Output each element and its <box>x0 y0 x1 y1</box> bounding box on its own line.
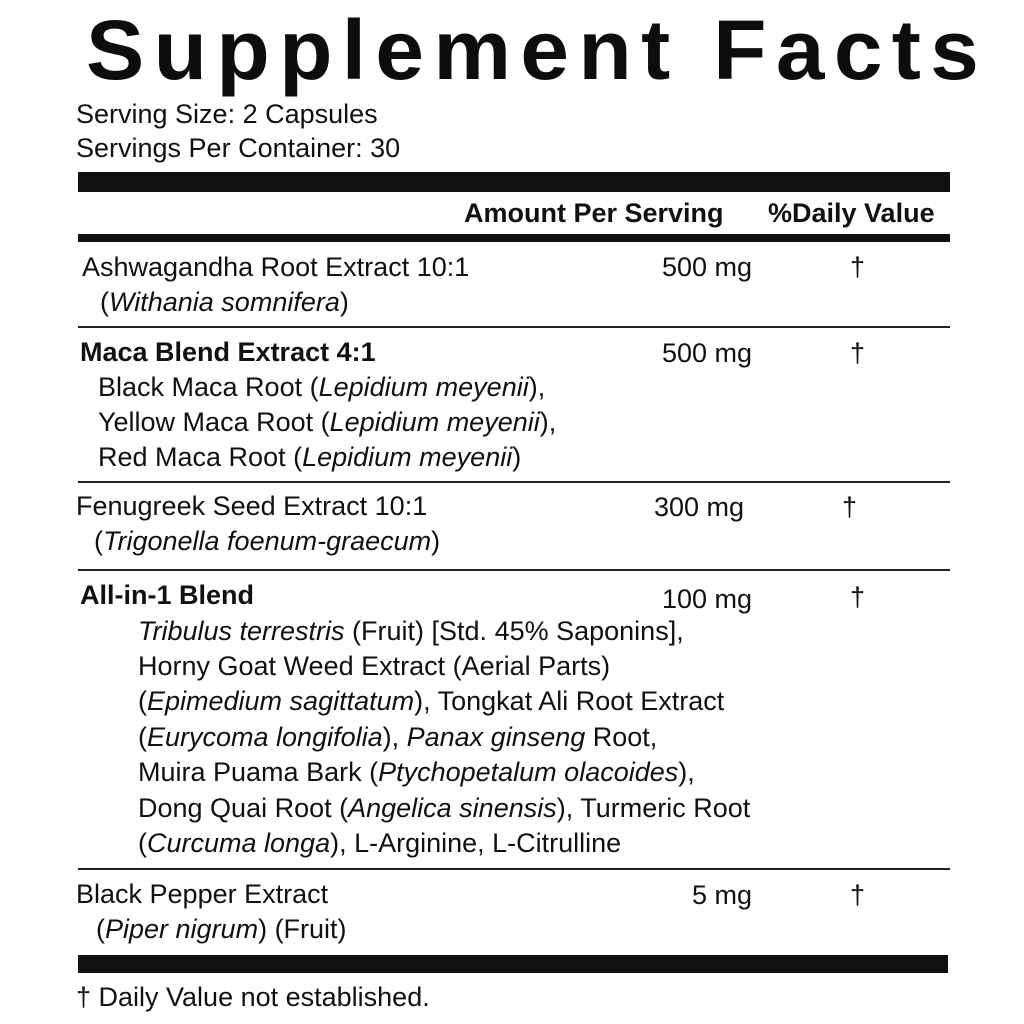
ingredient-amount: 100 mg <box>661 584 752 614</box>
blend-item: Yellow Maca Root (Lepidium meyenii), <box>98 407 557 437</box>
footnote: † Daily Value not established. <box>76 982 430 1012</box>
row-divider <box>78 481 950 483</box>
latin-name: Withania somnifera <box>109 287 340 317</box>
ingredient-name: Fenugreek Seed Extract 10:1 <box>76 491 428 521</box>
daily-value-dagger: † <box>850 880 866 910</box>
ingredient-name: Maca Blend Extract 4:1 <box>80 337 376 367</box>
ingredient-amount: 300 mg <box>653 492 744 522</box>
blend-line: Horny Goat Weed Extract (Aerial Parts) <box>138 651 611 681</box>
latin-name: Lepidium meyenii <box>318 372 529 402</box>
row-divider <box>78 569 950 571</box>
latin-name: Piper nigrum <box>105 914 259 944</box>
blend-item: Red Maca Root (Lepidium meyenii) <box>98 442 522 472</box>
top-thick-divider <box>78 172 950 192</box>
daily-value-dagger: † <box>850 252 866 282</box>
daily-value-dagger: † <box>850 338 866 368</box>
header-amount-per-serving: Amount Per Serving <box>464 198 724 228</box>
ingredient-name: All-in-1 Blend <box>80 580 254 610</box>
blend-line: Tribulus terrestris (Fruit) [Std. 45% Saponins], <box>138 616 684 646</box>
ingredient-name: Black Pepper Extract <box>76 879 329 909</box>
daily-value-dagger: † <box>850 582 866 612</box>
bottom-thick-divider <box>78 955 948 973</box>
ingredient-latin: (Piper nigrum) (Fruit) <box>96 914 347 944</box>
row-divider <box>78 868 950 870</box>
ingredient-latin: (Withania somnifera) <box>100 287 349 317</box>
latin-name: Lepidium meyenii <box>329 407 540 437</box>
blend-item: Black Maca Root (Lepidium meyenii), <box>98 372 546 402</box>
blend-line: Muira Puama Bark (Ptychopetalum olacoides), <box>138 757 695 787</box>
ingredient-amount: 5 mg <box>691 880 752 910</box>
header-divider <box>78 234 950 242</box>
blend-line: (Curcuma longa), L-Arginine, L-Citrulline <box>138 828 622 858</box>
header-daily-value: %Daily Value <box>768 198 935 228</box>
blend-line: Dong Quai Root (Angelica sinensis), Turmeric Root <box>138 793 751 823</box>
ingredient-amount: 500 mg <box>661 252 752 282</box>
latin-name: Trigonella foenum-graecum <box>103 526 432 556</box>
latin-name: Lepidium meyenii <box>302 442 513 472</box>
blend-line: (Eurycoma longifolia), Panax ginseng Root, <box>138 722 658 752</box>
row-divider <box>78 326 950 328</box>
serving-size: Serving Size: 2 Capsules <box>76 99 378 129</box>
daily-value-dagger: † <box>842 492 858 522</box>
ingredient-latin: (Trigonella foenum-graecum) <box>94 526 441 556</box>
page-title: Supplement Facts <box>86 3 989 97</box>
blend-line: (Epimedium sagittatum), Tongkat Ali Root Extract <box>138 686 725 716</box>
ingredient-amount: 500 mg <box>661 338 752 368</box>
ingredient-name: Ashwagandha Root Extract 10:1 <box>82 252 470 282</box>
servings-per-container: Servings Per Container: 30 <box>76 133 401 163</box>
